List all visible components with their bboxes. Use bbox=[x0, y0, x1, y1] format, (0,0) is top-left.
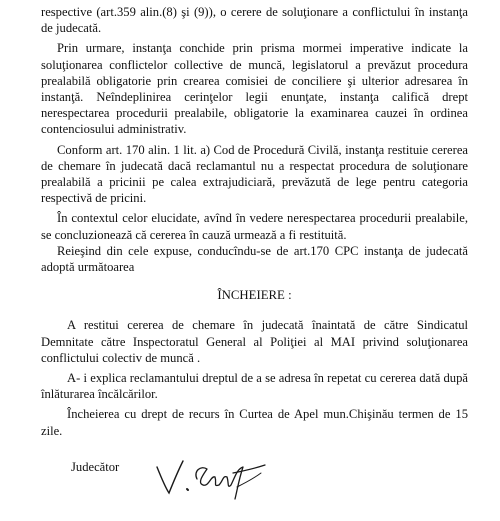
paragraph-adoption: Reieşind din cele expuse, conducîndu-se de art.170 CPC instanţa de judecată adoptă următoarea bbox=[41, 243, 468, 275]
judge-label: Judecător bbox=[71, 459, 120, 474]
handwritten-signature bbox=[153, 449, 273, 501]
paragraph-context: În contextul celor elucidate, avînd în vedere nerespectarea procedurii prealabile, se concluzionează că cererea în cauză urmează a fi restituită. bbox=[41, 211, 468, 242]
decision-item-appeal: Încheierea cu drept de recurs în Curtea de Apel mun.Chişinău termen de 15 zile. bbox=[41, 407, 468, 438]
decision-item-explanation: A- i explica reclamantului dreptul de a se adresa în repetat cu cererea dată după înlăturarea încălcărilor. bbox=[41, 371, 468, 402]
paragraph-legal-basis: Conform art. 170 alin. 1 lit. a) Cod de Procedură Civilă, instanţa restituie cererea de chemare în judecată dacă reclamantul nu a respectat procedura de soluţionare prealabilă a pricinii pe calea extrajudiciară, prevăzută de lege pentru categoria respectivă de pricini. bbox=[41, 142, 468, 206]
judge-signature-block bbox=[41, 453, 468, 503]
decision-item-restitution: A restitui cererea de chemare în judecată înaintată de către Sindicatul Demnitate către Inspectoratul General al Poliţiei al MAI privind soluţionarea conflictului colectiv de muncă . bbox=[41, 318, 468, 365]
paragraph-conclusion-reasoning: Prin urmare, instanţa conchide prin prisma mormei imperative indicate la soluţionarea conflictelor collective de muncă, legislatorul a prevăzut procedura prealabilă obligatorie prin crearea comisiei de conciliere şi ulterior adresarea în instanţă. Neîndeplinirea cerinţelor legii enunţate, instanţa califică drept nerespectarea procedurii prealabile, obligatorie la examinarea cauzei în ordinea contenciosului administrativ. bbox=[41, 41, 468, 137]
decision-body bbox=[41, 317, 468, 438]
decision-heading: ÎNCHEIERE : bbox=[217, 288, 292, 303]
paragraph-continuation: respective (art.359 alin.(8) şi (9)), o cerere de soluţionare a conflictului în instanţa de judecată. bbox=[41, 5, 468, 36]
